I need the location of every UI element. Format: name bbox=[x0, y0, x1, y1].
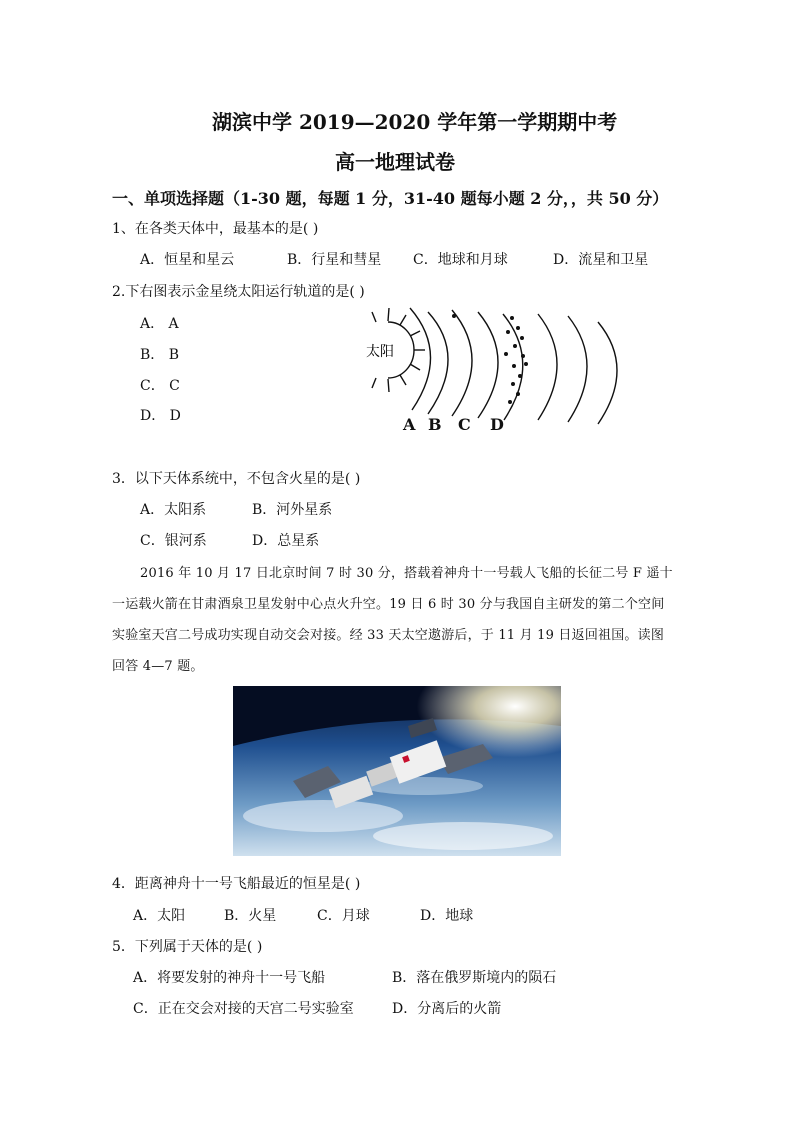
curve-label-a: A bbox=[403, 415, 416, 434]
orbit-curve-e bbox=[538, 314, 557, 420]
passage-line-2: 一运载火箭在甘肃酒泉卫星发射中心点火升空。19 日 6 时 30 分与我国自主研发的第二个空间 bbox=[112, 597, 665, 612]
question-1-stem: 1、在各类天体中，最基本的是( ) bbox=[112, 221, 319, 237]
orbit-curve-g bbox=[598, 322, 617, 424]
question-4-stem: 4．距离神舟十一号飞船最近的恒星是( ) bbox=[112, 876, 361, 892]
orbit-curve-b bbox=[452, 310, 472, 416]
question-2-option-d: D． D bbox=[140, 408, 181, 424]
question-3-option-a: A．太阳系 bbox=[140, 502, 207, 518]
question-5-stem: 5．下列属于天体的是( ) bbox=[112, 939, 263, 955]
question-5-option-b: B．落在俄罗斯境内的陨石 bbox=[392, 970, 557, 986]
question-1-option-a: A．恒星和星云 bbox=[140, 252, 235, 268]
question-4-option-d: D．地球 bbox=[420, 908, 474, 924]
question-4-option-a: A．太阳 bbox=[133, 908, 186, 924]
question-3-option-c: C．银河系 bbox=[140, 533, 207, 549]
passage-line-4: 回答 4—7 题。 bbox=[112, 659, 204, 674]
question-3-stem: 3．以下天体系统中，不包含火星的是( ) bbox=[112, 471, 361, 487]
orbit-curve-c bbox=[478, 312, 498, 418]
spacecraft-docking-image bbox=[233, 686, 561, 856]
question-3-option-d: D．总星系 bbox=[252, 533, 320, 549]
question-3-option-b: B．河外星系 bbox=[252, 502, 333, 518]
passage-line-3: 实验室天宫二号成功实现自动交会对接。经 33 天太空遨游后，于 11 月 19 日返回祖国。读图 bbox=[112, 628, 665, 643]
question-4-option-b: B．火星 bbox=[224, 908, 277, 924]
curve-label-c: C bbox=[458, 415, 471, 434]
orbit-diagram bbox=[358, 304, 658, 439]
section-heading: 一、单项选择题（1-30 题，每题 1 分，31-40 题每小题 2 分，，共 50 分） bbox=[112, 189, 669, 208]
question-2-option-a: A． A bbox=[140, 316, 179, 332]
curve-label-b: B bbox=[428, 415, 442, 434]
orbit-curve-f bbox=[568, 316, 587, 422]
question-5-option-d: D．分离后的火箭 bbox=[392, 1001, 502, 1017]
question-1-option-b: B．行星和彗星 bbox=[287, 252, 382, 268]
question-2-stem: 2.下右图表示金星绕太阳运行轨道的是( ) bbox=[112, 284, 365, 300]
passage-line-1: 2016 年 10 月 17 日北京时间 7 时 30 分，搭载着神舟十一号载人飞船的长征二号 F 遥十 bbox=[140, 566, 673, 581]
question-5-option-c: C．正在交会对接的天宫二号实验室 bbox=[133, 1001, 354, 1017]
question-1-option-c: C．地球和月球 bbox=[413, 252, 508, 268]
exam-title: 湖滨中学 2019—2020 学年第一学期期中考 bbox=[212, 110, 618, 134]
sun-label: 太阳 bbox=[366, 344, 394, 360]
question-4-option-c: C．月球 bbox=[317, 908, 370, 924]
question-1-option-d: D．流星和卫星 bbox=[553, 252, 649, 268]
exam-subtitle: 高一地理试卷 bbox=[335, 150, 455, 174]
question-5-option-a: A．将要发射的神舟十一号飞船 bbox=[133, 970, 326, 986]
curve-label-d: D bbox=[490, 415, 504, 434]
question-2-option-c: C． C bbox=[140, 378, 180, 394]
question-2-option-b: B． B bbox=[140, 347, 180, 363]
